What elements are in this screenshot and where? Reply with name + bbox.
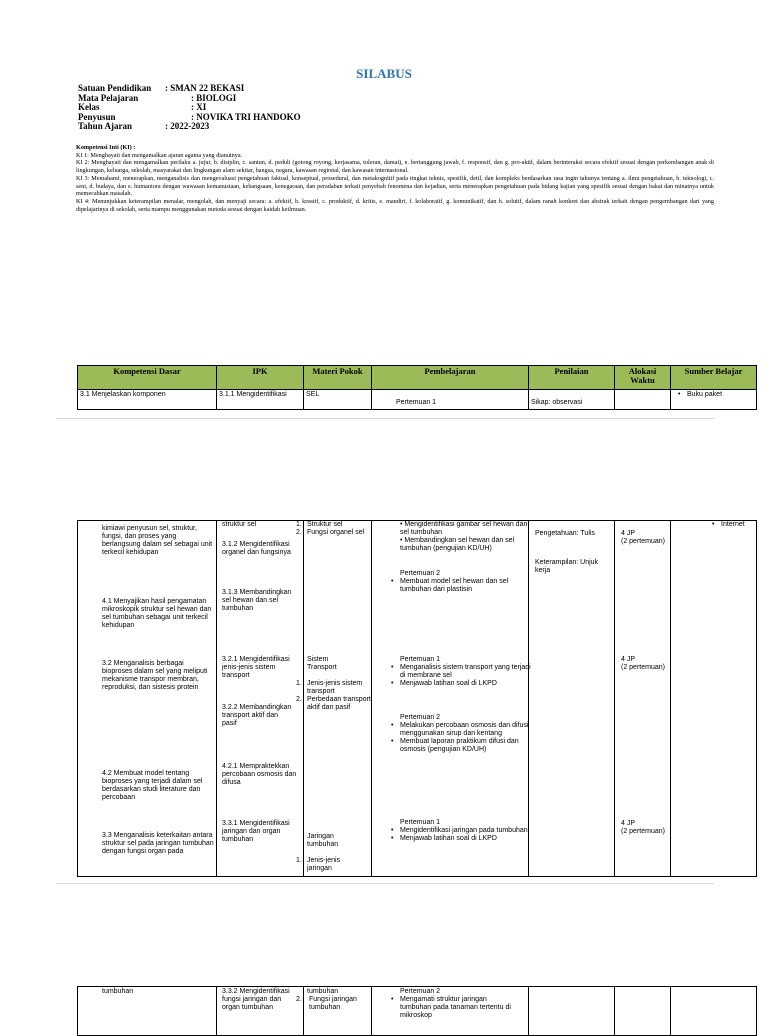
kd-3-1-continuation: kimiawi penyusun sel, struktur, fungsi, dan proses yang berlangsung dalam sel sebagai unit terkecil kehidupan (102, 525, 213, 556)
identity-value: : NOVIKA TRI HANDOKO (191, 111, 301, 122)
header-penilaian: Penilaian (529, 366, 615, 390)
ki-item: KI 3: Memahami, menerapkan, menganalisis dan mengevaluasi pengetahuan faktual, konseptual, prosedural, dan metakognitif pada tingkat teknis, spesifik, detil, dan kompleks berdasarkan rasa ingin tahunya tentang a. ilmu pengetahuan, b. teknologi, c. seni, d. budaya, dan e. humaniora dengan wawasan kemanusiaan, kebangsaan, kenegaraan, dan peradaban terkait penyebab fenomena dan kejadian, serta menerapkan pengetahuan pada bidang kajian yang spesifik sesuai dengan bakat dan minatnya untuk memecahkan masalah. (76, 174, 714, 198)
header-alokasi-waktu: Alokasi Waktu (615, 366, 671, 390)
identity-value: : SMAN 22 BEKASI (165, 83, 245, 93)
pembelajaran-item: • Membuat laporan praktikum difusi dan osmosis (pengujian KD/UH) (400, 738, 532, 754)
materi-perbedaan-transport: Perbedaan transport aktif dan pasif (307, 696, 371, 711)
pertemuan-list (390, 996, 518, 1020)
alokasi-jp: 4 JP (621, 656, 636, 663)
row-sumber (671, 390, 757, 410)
identity-label: Tahun Ajaran (78, 121, 132, 132)
pembelajaran-item: • Membuat model sel hewan dan sel tumbuhan dari plastisin (400, 578, 532, 594)
sumber-item: • Buku paket (687, 391, 754, 399)
header-sumber-belajar: Sumber Belajar (671, 366, 757, 390)
pertemuan-heading: Pertemuan 1 (400, 819, 441, 826)
materi-number: 2. (296, 529, 302, 536)
identity-label: Kelas (78, 102, 100, 113)
alokasi-pertemuan: (2 pertemuan) (621, 828, 665, 835)
penilaian-keterampilan: Keterampilan: Unjuk kerja (535, 559, 599, 574)
materi-jenis-transport: Jenis-jenis sistem transport (307, 680, 363, 695)
alokasi-pertemuan: (2 pertemuan) (621, 664, 665, 671)
ipk-3-3-1: 3.3.1 Mengidentifikasi jaringan dan organ tumbuhan (222, 820, 290, 843)
syllabus-table-header (77, 365, 757, 410)
kd-4-1: 4.1 Menyajikan hasil pengamatan mikroskopik struktur sel hewan dan sel tumbuhan sebagai unit terkecil kehidupan (102, 598, 212, 629)
materi-sistem-transport: Sistem Transport (307, 656, 337, 671)
ipk-3-1-3: 3.1.3 Membandingkan sel hewan dan sel tumbuhan (222, 589, 292, 612)
kd-4-2: 4.2 Membuat model tentang bioproses yang terjadi dalam sel berdasarkan studi literature dan percobaan (102, 770, 203, 801)
materi-number: 1. (296, 680, 302, 687)
header-kompetensi-dasar: Kompetensi Dasar (78, 366, 217, 390)
document-title: SILABUS (356, 66, 412, 81)
ipk-3-1-2: 3.1.2 Mengidentifikasi organel dan fungsinya (222, 541, 291, 556)
materi-jenis-jaringan: Jenis-jenis jaringan (307, 857, 341, 872)
pertemuan-list (390, 827, 532, 843)
materi-fungsi-jaringan: Fungsi jaringan tumbuhan (309, 996, 357, 1011)
alokasi-jp: 4 JP (621, 530, 636, 537)
pertemuan-list (390, 722, 532, 754)
row-ipk: 3.1.1 Mengidentifikasi (217, 390, 304, 410)
header-materi-pokok: Materi Pokok (304, 366, 372, 390)
ipk-3-2-2: 3.2.2 Membandingkan transport aktif dan pasif (222, 704, 292, 727)
pertemuan-list (390, 664, 532, 688)
materi-fungsi-organel: Fungsi organel sel (307, 529, 365, 536)
ipk-3-3-2: 3.3.2 Mengidentifikasi fungsi jaringan dan organ tumbuhan (222, 988, 290, 1011)
materi-number: 1. (296, 521, 302, 528)
materi-jaringan-tumbuhan: Jaringan tumbuhan (307, 833, 339, 848)
sumber-belajar-list (706, 521, 758, 529)
identity-label: Satuan Pendidikan (78, 83, 152, 93)
penilaian-pengetahuan: Pengetahuan: Tulis (535, 530, 595, 537)
identity-value: : 2022-2023 (165, 121, 210, 132)
kd-3-2: 3.2 Menganalisis berbagai bioproses dalam sel yang meliputi mekanisme transpor membran, reproduksi, dan sistesis protein (102, 660, 208, 691)
ipk-4-2-1: 4.2.1 Mempraktekkan percobaan osmosis dan difusa (222, 763, 297, 786)
ki-heading: Kompetensi Inti (KI) : (76, 144, 136, 151)
ki-item: KI 2: Menghayati dan mengamalkan perilaku a. jujur, b. disiplin, c. santun, d. peduli (gotong royong, kerjasama, toleran, damai), e. bertanggung jawab, f. responsif, dan g. pro-aktif, dalam berinteraksi secara efektif sesuai dengan perkembangan anak di lingkungan, keluarga, sekolah, masyarakat dan lingkungan alam sekitar, bangsa, negara, kawasan regional, dan kawasan internasional. (76, 159, 714, 175)
materi-number: 2. (296, 996, 302, 1003)
row-alokasi (615, 390, 671, 410)
header-ipk: IPK (217, 366, 304, 390)
ipk-3-2-1: 3.2.1 Mengidentifikasi jenis-jenis sistem transport (222, 656, 290, 679)
page-separator (56, 883, 714, 884)
materi-struktur-sel: Struktur sel (307, 521, 343, 528)
identity-label: Mata Pelajaran (78, 92, 139, 103)
pembelajaran-item: • Melakukan percobaan osmosis dan difusi menggunakan sirup dan kentang (400, 722, 532, 738)
alokasi-jp: 4 JP (621, 820, 636, 827)
materi-number: 2. (296, 696, 302, 703)
row-pembelajaran: Pertemuan 1 (372, 390, 529, 410)
pembelajaran-item: • Membandingkan sel hewan dan sel tumbuhan (pengujian KD/UH) (400, 537, 515, 552)
alokasi-pertemuan: (2 pertemuan) (621, 538, 665, 545)
kompetensi-inti-block (76, 144, 714, 213)
materi-number: 1. (296, 857, 302, 864)
identity-value: : BIOLOGI (191, 92, 237, 103)
ki-item: KI 4: Menunjukkan keterampilan menalar, mengolah, dan menyaji secara: a. efektif, b. kreatif, c. produktif, d. kritis, e. mandiri, f. kolaboratif, g. komunikatif, dan h. solutif, dalam ranah konkret dan abstrak terkait dengan pengembangan dari yang dipelajarinya di sekolah, serta mampu menggunakan metoda sesuai dengan kaidah keilmuan. (76, 197, 714, 213)
materi-continuation: tumbuhan (307, 988, 339, 995)
pembelajaran-item: • Menjawab latihan soal di LKPD (400, 835, 532, 843)
page-separator (56, 418, 714, 419)
pembelajaran-item: • Menjawab latihan soal di LKPD (400, 680, 532, 688)
row-kd: 3.1 Menjelaskan komponen (78, 390, 217, 410)
sumber-item: • Internet (721, 521, 758, 529)
pertemuan-heading: Pertemuan 2 (400, 570, 441, 577)
row-penilaian: Sikap: observasi (529, 390, 615, 410)
pembelajaran-item: • Mengidentifikasi jaringan pada tumbuhan (400, 827, 532, 835)
header-pembelajaran: Pembelajaran (372, 366, 529, 390)
pembelajaran-item: • Mengidentifikasi gambar sel hewan dan sel tumbuhan (400, 521, 528, 536)
pembelajaran-item: • Mengamati struktur jaringan tumbuhan pada tanaman tertentu di mikroskop (400, 996, 518, 1020)
pertemuan-heading: Pertemuan 2 (400, 988, 441, 995)
pertemuan-heading: Pertemuan 1 (400, 656, 441, 663)
identity-label: Penyusun (78, 111, 116, 122)
kd-3-3: 3.3 Menganalisis keterkaitan antara struktur sel pada jaringan tumbuhan dengan fungsi organ pada (102, 832, 214, 855)
ipk-item: struktur sel (222, 521, 257, 528)
row-materi: SEL (304, 390, 372, 410)
ki-item: KI 1: Menghayati dan mengamalkan ajaran agama yang dianutnya. (76, 151, 243, 159)
kd-continuation: tumbuhan (102, 988, 134, 995)
pertemuan-heading: Pertemuan 2 (400, 714, 441, 721)
identity-value: : XI (191, 102, 207, 113)
pembelajaran-item: • Menganalisis sistem transport yang terjadi di membrane sel (400, 664, 532, 680)
pertemuan-list (390, 578, 532, 594)
